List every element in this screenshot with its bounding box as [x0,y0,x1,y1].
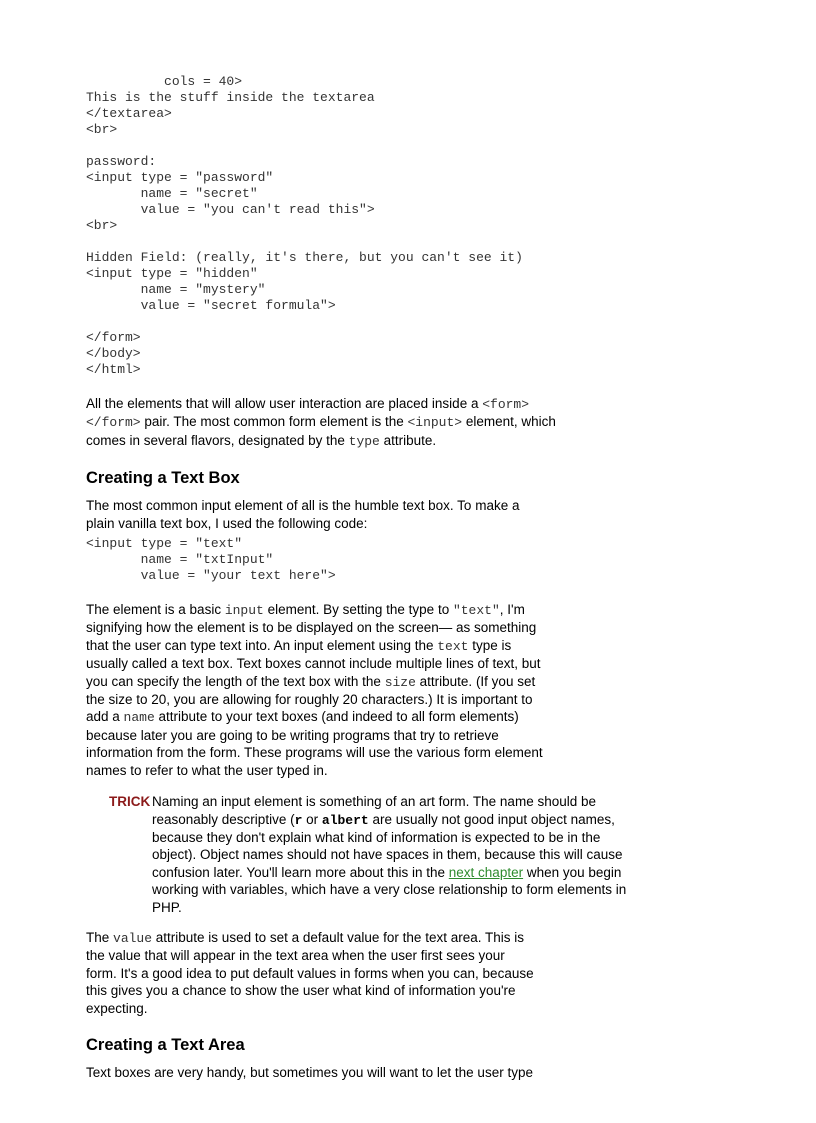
trick-label: TRICK [109,794,151,810]
inline-code-text-value: "text" [452,603,500,619]
inline-code-size: size [384,674,416,690]
inline-code-text-type: text [437,638,469,654]
inline-code-form-pair: <form></form> [86,397,530,431]
document-page [86,74,706,1081]
bold-code-r: r [294,812,303,828]
inline-code-type: type [348,433,380,449]
bold-code-albert: albert [321,812,369,828]
paragraph-text-area-intro: Text boxes are very handy, but sometimes you will want to let the user type [86,1064,533,1080]
trick-body: Naming an input element is something of an art form. The name should be reasonably descriptive (r or albert are usually not good input object names, because they don't explain what kind of information is expected to be in the object). Object names should not have spaces in them, because this will cause confusion later. You'll learn more about this in the next chapter when you begin working with variables, which have a very close relationship to form elements in PHP. [152,794,627,915]
paragraph-text-box-intro: The most common input element of all is the humble text box. To make a plain vanilla text box, I used the following code: [86,498,520,531]
trick-callout [109,793,706,916]
paragraph-text-box-explanation: The element is a basic input element. By setting the type to "text", I'm signifying how the element is to be displayed on the screen— as something that the user can type text into. An input element using the text type is usually called a text box. Text boxes cannot include multiple lines of text, but you can specify the length of the text box with the size attribute. (If you set the size to 20, you are allowing for roughly 20 characters.) It is important to add a name attribute to your text boxes (and indeed to all form elements) because later you are going to be writing programs that try to retrieve information from the form. These programs will use the various form element names to refer to what the user typed in. [86,602,543,778]
inline-code-input-element: input [224,603,264,619]
inline-code-name: name [123,710,155,726]
next-chapter-link[interactable]: next chapter [448,864,524,880]
paragraph-value-attribute: The value attribute is used to set a default value for the text area. This is the value that will appear in the text area when the user first sees your form. It's a good idea to put default values in forms when you can, because this gives you a chance to show the user what kind of information you're expecting. [86,929,534,1016]
code-block-text-input: <input type = "text" name = "txtInput" value = "your text here"> [86,536,336,584]
paragraph-form-intro: All the elements that will allow user interaction are placed inside a <form></form> pair. The most common form element is the <input> element, which comes in several flavors, designated by the type attribute. [86,396,556,449]
code-block-form-elements: cols = 40> This is the stuff inside the textarea </textarea> <br> password: <input type = "password" name = "secret" value = "you can't read this"> <br> Hidden Field: (really, it's there, but you can't see it) <input type = "hidden" name = "mystery" value = "secret formula"> </form> </body> </html> [86,74,523,377]
inline-code-input: <input> [407,415,463,431]
inline-code-value: value [113,930,153,946]
heading-creating-text-area: Creating a Text Area [86,1035,245,1054]
heading-creating-text-box: Creating a Text Box [86,469,240,488]
